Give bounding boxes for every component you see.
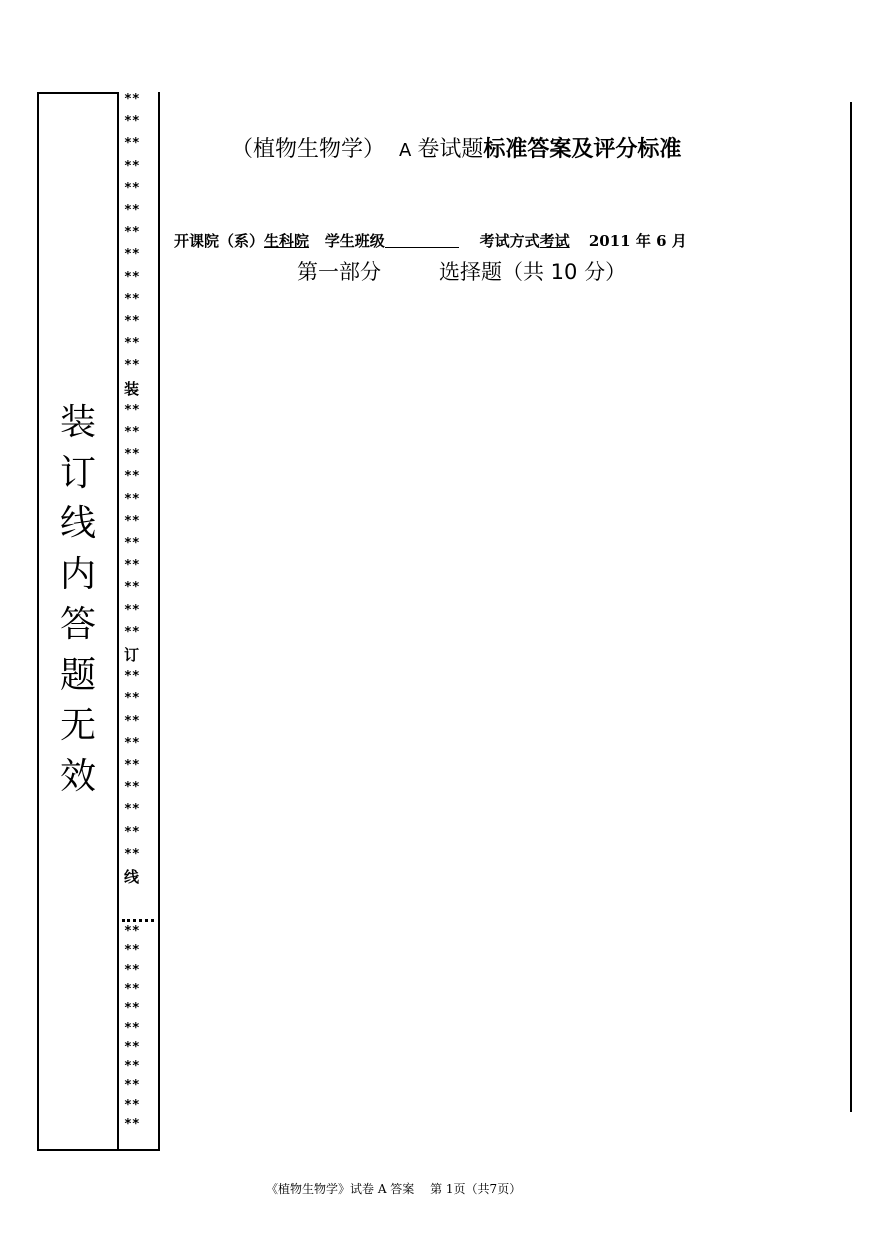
star-marker: ** <box>124 536 140 551</box>
star-marker: ** <box>124 513 140 529</box>
binding-marker-char: 装 <box>124 379 140 398</box>
binding-char: 答 <box>59 604 96 645</box>
star-marker: ** <box>124 225 140 241</box>
star-marker: ** <box>124 846 140 862</box>
page-footer: 《植物生物学》试卷 A 答案 第 1页（共7页） <box>266 1182 522 1196</box>
title-mid: 卷试题 <box>417 137 484 162</box>
star-marker: ** <box>124 180 140 196</box>
right-margin-rule <box>850 102 852 1112</box>
star-marker: ** <box>124 1097 140 1113</box>
binding-char: 效 <box>59 755 96 797</box>
star-marker: ** <box>124 136 140 152</box>
star-marker: ** <box>124 735 140 751</box>
star-marker: ** <box>124 802 140 818</box>
binding-char: 装 <box>59 402 96 443</box>
star-marker: ** <box>124 1117 140 1132</box>
star-marker: ** <box>124 981 140 997</box>
star-marker: ** <box>124 1039 140 1055</box>
star-marker: ** <box>124 1078 140 1094</box>
college-value: 生科院 <box>264 232 310 250</box>
star-marker: ** <box>124 780 140 796</box>
section-name: 选择题（共 10 分） <box>439 260 627 284</box>
star-marker: ** <box>124 580 140 596</box>
star-marker: ** <box>124 691 140 707</box>
star-marker: ** <box>124 1059 140 1075</box>
exam-date: 2011 年 6 月 <box>588 232 687 250</box>
star-marker: ** <box>124 336 140 352</box>
section-heading <box>297 256 626 286</box>
binding-warning-text <box>48 402 108 809</box>
exam-info-line <box>174 230 687 251</box>
binding-marker-char: 线 <box>124 868 140 886</box>
star-marker: ** <box>124 713 140 729</box>
binding-marker-char: 订 <box>124 646 140 664</box>
title-paper-letter: A <box>399 140 412 161</box>
exam-label: 考试方式 <box>479 232 540 250</box>
star-marker: ** <box>124 314 140 329</box>
star-marker: ** <box>124 624 140 640</box>
star-marker: ** <box>124 491 140 507</box>
binding-char: 订 <box>59 452 96 494</box>
star-marker: ** <box>124 558 140 574</box>
star-marker: ** <box>124 247 140 263</box>
star-marker: ** <box>124 92 140 107</box>
star-marker: ** <box>124 469 140 485</box>
star-marker: ** <box>124 824 140 840</box>
star-marker: ** <box>124 1001 140 1017</box>
star-marker: ** <box>124 425 140 440</box>
star-marker: ** <box>124 447 140 463</box>
star-marker: ** <box>124 758 140 773</box>
class-blank <box>385 233 459 248</box>
star-marker: ** <box>124 943 140 959</box>
binding-char: 题 <box>59 654 96 696</box>
college-label: 开课院（系） <box>174 232 265 250</box>
star-marker: ** <box>124 1020 140 1036</box>
star-marker: ** <box>124 358 140 374</box>
star-marker: ** <box>124 291 140 307</box>
star-marker: ** <box>124 602 140 618</box>
star-marker: ** <box>124 924 140 939</box>
star-marker: ** <box>124 962 140 978</box>
binding-char: 无 <box>59 705 96 746</box>
cut-line-dots <box>122 919 154 922</box>
binding-char: 内 <box>59 553 96 595</box>
star-marker: ** <box>124 203 140 218</box>
section-part: 第一部分 <box>297 260 381 284</box>
star-marker: ** <box>124 402 140 418</box>
title-bold: 标准答案及评分标准 <box>483 137 682 162</box>
exam-value: 考试 <box>539 232 570 250</box>
binding-char: 线 <box>59 503 96 544</box>
star-marker: ** <box>124 114 140 130</box>
star-marker: ** <box>124 669 140 685</box>
page-title <box>231 132 681 163</box>
title-prefix: （植物生物学） <box>231 137 386 162</box>
star-marker: ** <box>124 158 140 174</box>
star-marker: ** <box>124 269 140 285</box>
class-label: 学生班级 <box>324 232 385 250</box>
